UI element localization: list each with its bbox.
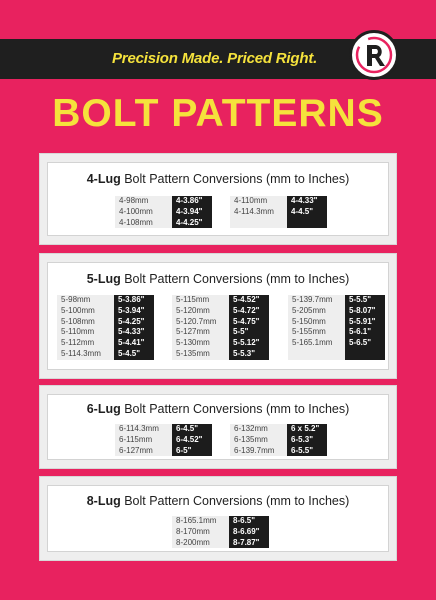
mm-value: 8-170mm	[176, 526, 210, 536]
pattern-group	[230, 424, 327, 456]
mm-value: 5-112mm	[61, 338, 95, 348]
pattern-group	[57, 295, 154, 360]
mm-column	[230, 424, 287, 456]
mm-value: 6-132mm	[234, 424, 268, 433]
lug-label: 8-Lug	[86, 494, 121, 508]
section-title	[48, 172, 388, 186]
card-6-lug	[39, 385, 397, 469]
inch-column	[172, 196, 212, 228]
inch-value: 5-3.86"	[118, 295, 145, 304]
inch-value: 5-4.72"	[233, 305, 260, 315]
tagline: Precision Made. Priced Right.	[112, 50, 318, 67]
inch-column	[287, 196, 327, 228]
inch-value: 5-5.12"	[233, 338, 260, 348]
mm-value: 5-155mm	[292, 327, 326, 337]
mm-column	[288, 295, 345, 360]
inch-column	[172, 424, 212, 456]
inch-column	[114, 295, 154, 360]
mm-value: 5-127mm	[176, 327, 210, 337]
inch-value: 5-3.94"	[118, 305, 145, 315]
inch-value: 5-5.91"	[349, 316, 376, 326]
inch-value	[349, 349, 385, 360]
title-text: Bolt Pattern Conversions (mm to Inches)	[120, 494, 350, 508]
mm-value: 5-100mm	[61, 305, 95, 315]
page-title: BOLT PATTERNS	[52, 92, 384, 135]
card-4-lug	[39, 153, 397, 245]
inch-value: 5-8.07"	[349, 305, 376, 315]
title-text: Bolt Pattern Conversions (mm to Inches)	[120, 272, 350, 286]
inch-value	[291, 218, 327, 229]
mm-value: 6-114.3mm	[119, 424, 159, 433]
mm-value: 5-115mm	[176, 295, 210, 304]
inch-value: 6-4.5"	[176, 424, 199, 433]
card-4-lug-panel	[47, 162, 389, 236]
pattern-group	[172, 516, 269, 548]
inch-value: 4-3.94"	[176, 206, 203, 216]
mm-value: 5-110mm	[61, 327, 95, 337]
mm-value: 6-139.7mm	[234, 445, 275, 455]
mm-value: 5-108mm	[61, 316, 95, 326]
pattern-group	[230, 196, 327, 228]
mm-column	[57, 295, 114, 360]
pattern-group	[172, 295, 269, 360]
mm-column	[115, 424, 172, 456]
mm-value: 8-200mm	[176, 537, 210, 547]
mm-value: 4-100mm	[119, 206, 153, 216]
section-title	[48, 402, 388, 416]
inch-column	[229, 295, 269, 360]
brand-logo	[349, 30, 399, 80]
mm-value: 5-130mm	[176, 338, 210, 348]
inch-value: 5-4.75"	[233, 316, 260, 326]
inch-value: 5-4.33"	[118, 327, 145, 337]
pattern-group	[115, 424, 212, 456]
mm-value: 5-150mm	[292, 316, 326, 326]
mm-value: 5-120mm	[176, 305, 210, 315]
inch-value: 4-3.86"	[176, 196, 203, 205]
card-8-lug	[39, 476, 397, 561]
inch-value: 6-5"	[176, 445, 192, 455]
mm-value: 4-108mm	[119, 217, 153, 227]
mm-column	[172, 295, 229, 360]
title-text: Bolt Pattern Conversions (mm to Inches)	[120, 402, 350, 416]
mm-value: 5-98mm	[61, 295, 91, 304]
section-title	[48, 494, 388, 508]
lug-label: 6-Lug	[86, 402, 121, 416]
mm-value: 8-165.1mm	[176, 516, 217, 525]
inch-value: 5-6.5"	[349, 338, 372, 348]
inch-value: 8-6.5"	[233, 516, 256, 525]
card-6-lug-panel	[47, 394, 389, 460]
card-5-lug-panel	[47, 262, 389, 370]
mm-column	[172, 516, 229, 548]
inch-value: 6-4.52"	[176, 434, 203, 444]
mm-value: 5-135mm	[176, 348, 210, 358]
inch-value: 5-6.1"	[349, 327, 372, 337]
mm-value: 5-139.7mm	[292, 295, 333, 304]
inch-value: 6-5.5"	[291, 445, 314, 455]
inch-value: 5-4.52"	[233, 295, 260, 304]
pattern-group	[115, 196, 212, 228]
mm-value: 5-120.7mm	[176, 316, 217, 326]
inch-value: 4-4.5"	[291, 206, 314, 216]
mm-value: 4-110mm	[234, 196, 268, 205]
logo-r-icon	[352, 33, 396, 77]
mm-value: 6-115mm	[119, 434, 153, 444]
inch-value: 8-7.87"	[233, 537, 260, 547]
card-8-lug-panel	[47, 485, 389, 552]
inch-value: 5-4.41"	[118, 338, 145, 348]
inch-value: 5-5.5"	[349, 295, 372, 304]
pattern-group	[288, 295, 385, 360]
inch-value: 5-5.3"	[233, 348, 256, 358]
inch-column	[287, 424, 327, 456]
mm-value: 4-114.3mm	[234, 206, 274, 216]
mm-value: 5-114.3mm	[61, 348, 101, 358]
mm-value: 5-165.1mm	[292, 338, 333, 348]
mm-value	[234, 218, 287, 229]
lug-label: 5-Lug	[86, 272, 121, 286]
inch-value: 5-4.5"	[118, 348, 141, 358]
section-title	[48, 272, 388, 286]
mm-value: 6-135mm	[234, 434, 268, 444]
inch-value: 8-6.69"	[233, 526, 260, 536]
mm-column	[230, 196, 287, 228]
mm-value: 5-205mm	[292, 305, 326, 315]
inch-value: 5-5"	[233, 327, 249, 337]
mm-value: 4-98mm	[119, 196, 149, 205]
card-5-lug	[39, 253, 397, 379]
inch-column	[229, 516, 269, 548]
lug-label: 4-Lug	[86, 172, 121, 186]
mm-value: 6-127mm	[119, 445, 153, 455]
mm-column	[115, 196, 172, 228]
inch-value: 6-5.3"	[291, 434, 314, 444]
inch-value: 6 x 5.2"	[291, 424, 320, 433]
inch-value: 5-4.25"	[118, 316, 145, 326]
inch-value: 4-4.33"	[291, 196, 318, 205]
mm-value	[292, 349, 345, 360]
inch-value: 4-4.25"	[176, 217, 203, 227]
title-text: Bolt Pattern Conversions (mm to Inches)	[120, 172, 350, 186]
inch-column	[345, 295, 385, 360]
